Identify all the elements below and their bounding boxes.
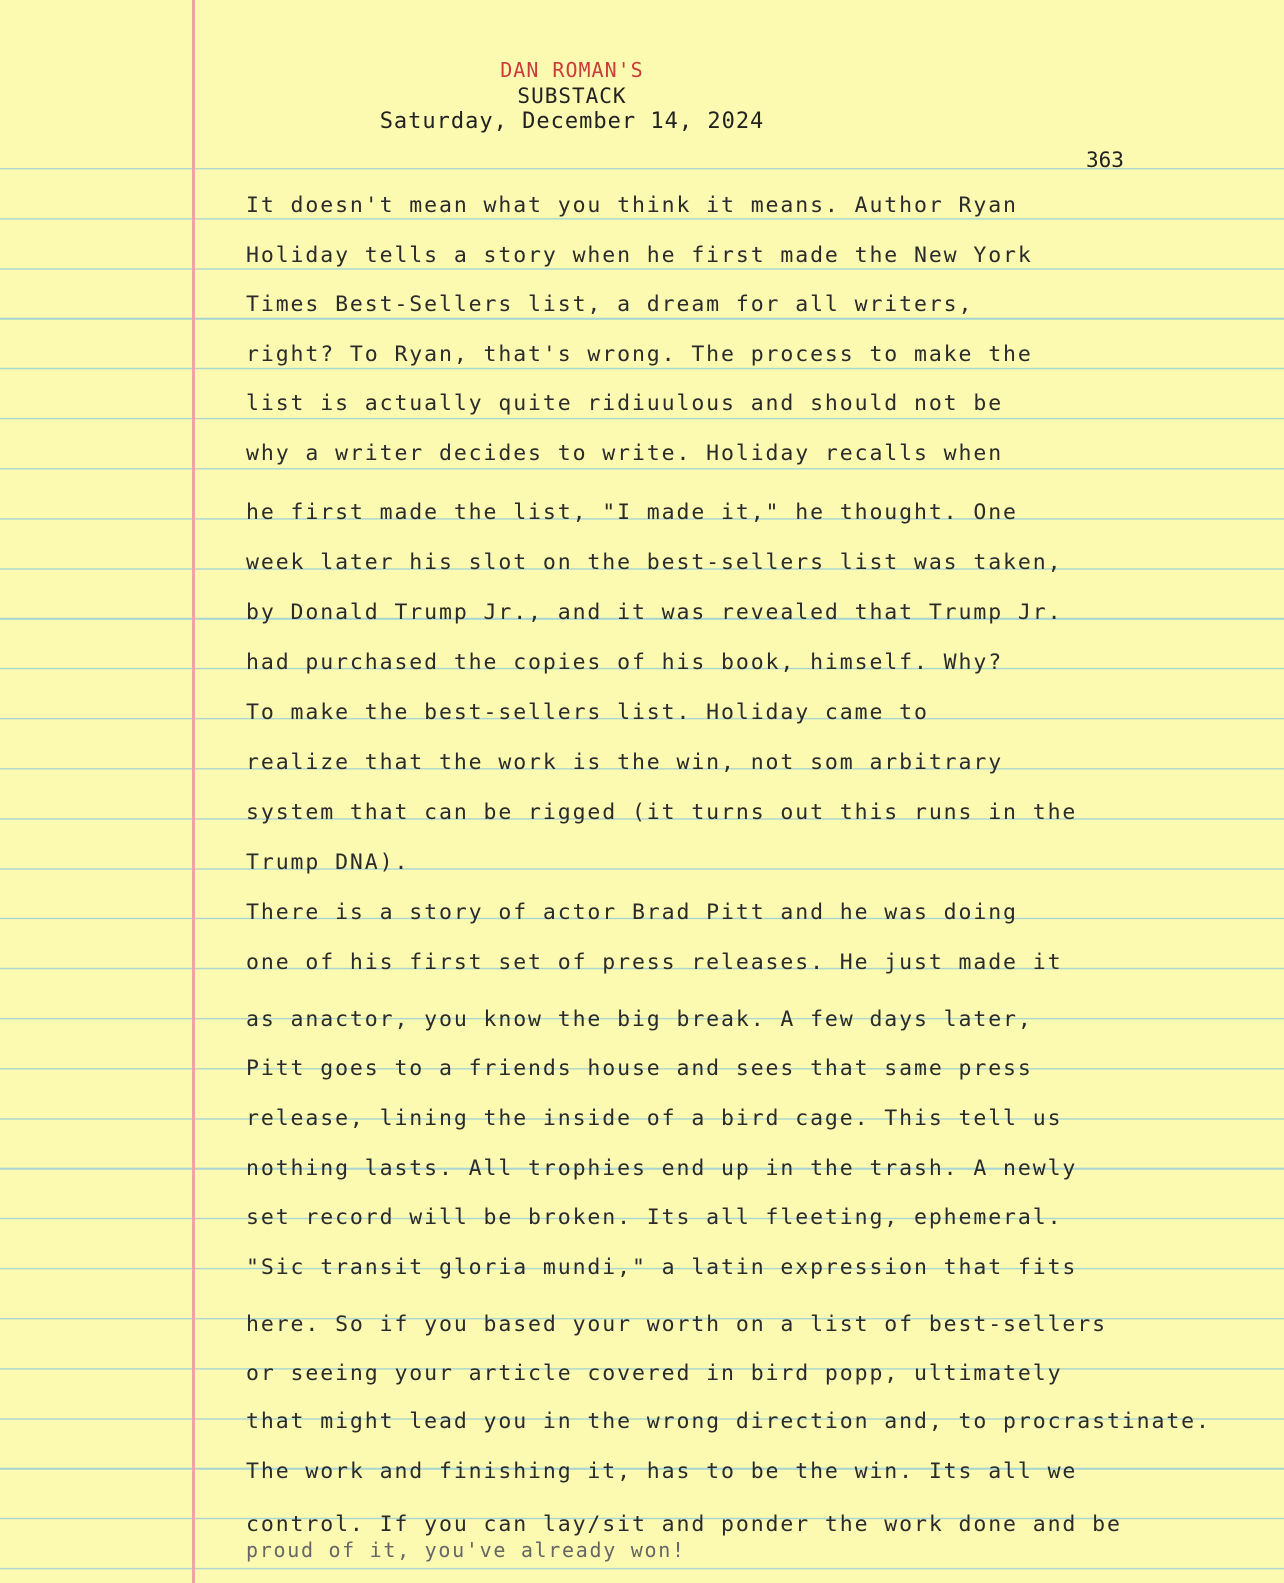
site-name: DAN ROMAN'S	[500, 58, 644, 82]
text-line: nothing lasts. All trophies end up in the trash. A newly	[246, 1156, 1078, 1181]
text-line: It doesn't mean what you think it means. Author Ryan	[246, 193, 1018, 218]
text-line: control. If you can lay/sit and ponder the work done and be	[246, 1512, 1122, 1537]
text-line: set record will be broken. Its all fleeting, ephemeral.	[246, 1205, 1063, 1230]
page-number: 363	[1086, 148, 1124, 172]
text-line: There is a story of actor Brad Pitt and he was doing	[246, 900, 1018, 925]
text-line: he first made the list, "I made it," he thought. One	[246, 500, 1018, 525]
text-line: why a writer decides to write. Holiday recalls when	[246, 441, 1004, 466]
text-line: that might lead you in the wrong direction and, to procrastinate.	[246, 1409, 1211, 1434]
post-date: Saturday, December 14, 2024	[379, 109, 765, 134]
text-line: list is actually quite ridiuulous and should not be	[246, 391, 1004, 416]
text-line: or seeing your article covered in bird popp, ultimately	[246, 1361, 1063, 1386]
text-line: To make the best-sellers list. Holiday came to	[246, 700, 929, 725]
text-line: Times Best-Sellers list, a dream for all writers,	[246, 292, 974, 317]
text-line: realize that the work is the win, not som arbitrary	[246, 750, 1004, 775]
text-line: "Sic transit gloria mundi," a latin expression that fits	[246, 1255, 1078, 1280]
text-line: The work and finishing it, has to be the win. Its all we	[246, 1459, 1078, 1484]
text-line: had purchased the copies of his book, himself. Why?	[246, 650, 1004, 675]
text-line: system that can be rigged (it turns out this runs in the	[246, 800, 1078, 825]
text-line: proud of it, you've already won!	[246, 1538, 686, 1562]
publication-name: SUBSTACK	[517, 84, 627, 108]
text-line: Pitt goes to a friends house and sees that same press	[246, 1056, 1033, 1081]
text-line: Trump DNA).	[246, 850, 410, 875]
text-line: week later his slot on the best-sellers list was taken,	[246, 550, 1063, 575]
text-line: Holiday tells a story when he first made the New York	[246, 243, 1033, 268]
text-line: release, lining the inside of a bird cage. This tell us	[246, 1106, 1063, 1131]
text-line: here. So if you based your worth on a list of best-sellers	[246, 1312, 1107, 1337]
text-line: right? To Ryan, that's wrong. The process to make the	[246, 342, 1033, 367]
text-line: by Donald Trump Jr., and it was revealed that Trump Jr.	[246, 600, 1063, 625]
text-line: one of his first set of press releases. He just made it	[246, 950, 1063, 975]
text-line: as anactor, you know the big break. A few days later,	[246, 1007, 1033, 1032]
red-margin-line	[192, 0, 195, 1583]
